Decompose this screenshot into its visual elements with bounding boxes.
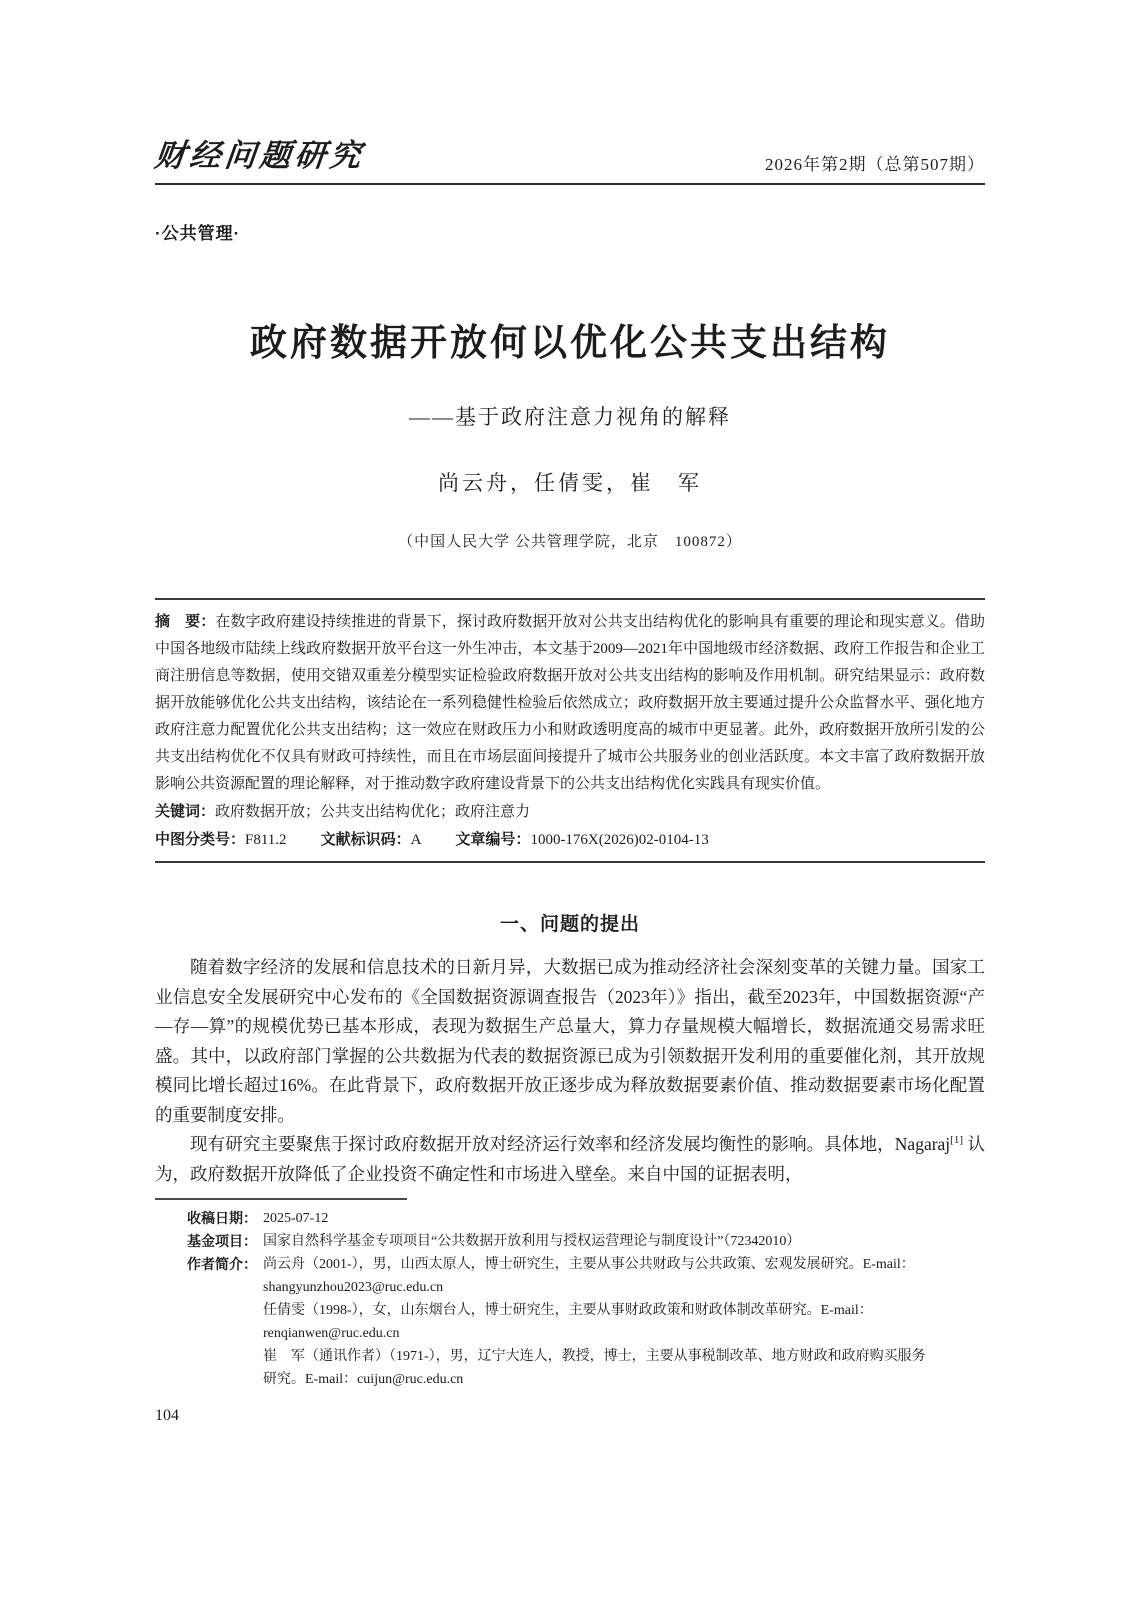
article-authors: 尚云舟，任倩雯，崔 军 <box>438 471 702 495</box>
issue-info: 2026年第2期（总第507期） <box>765 155 985 174</box>
section-heading-1: 一、问题的提出 <box>499 914 640 935</box>
funding-row <box>187 1230 985 1253</box>
page-number: 104 <box>155 1407 179 1424</box>
abstract-label: 摘 要： <box>155 613 216 630</box>
author-bio-label: 作者简介： <box>187 1256 257 1272</box>
author-bio-2-line-1: 任倩雯（1998-），女，山东烟台人，博士研究生，主要从事财政政策和财政体制改革研究。E-mail： <box>263 1303 873 1318</box>
body-paragraph-2 <box>155 1130 985 1189</box>
author-bio-3-line-1: 崔 军（通讯作者）（1971-），男，辽宁大连人，教授，博士，主要从事税制改革、地方财政和政府购买服务 <box>263 1349 926 1364</box>
received-date-label: 收稿日期： <box>187 1210 257 1226</box>
footnote-separator-rule <box>155 1198 407 1200</box>
body-paragraph-2-rest: 认为，政府数据开放降低了企业投资不确定性和市场进入壁垒。来自中国的证据表明， <box>155 1134 985 1184</box>
body-paragraph-2-text: 现有研究主要聚焦于探讨政府数据开放对经济运行效率和经济发展均衡性的影响。具体地，Nagaraj <box>190 1134 951 1154</box>
keywords-label: 关键词： <box>155 803 216 820</box>
author-bio-2-line-2: renqianwen@ruc.edu.cn <box>263 1326 400 1341</box>
classification-line <box>155 826 985 854</box>
clc-group <box>155 832 287 848</box>
funding-value: 国家自然科学基金专项项目“公共数据开放利用与授权运营理论与制度设计”（72342010） <box>263 1234 801 1249</box>
abstract-text: 在数字政府建设持续推进的背景下，探讨政府数据开放对公共支出结构优化的影响具有重要的理论和现实意义。借助中国各地级市陆续上线政府数据开放平台这一外生冲击，本文基于2009—2021年中国地级市经济数据、政府工作报告和企业工商注册信息等数据，使用交错双重差分模型实证检验政府数据开放对公共支出结构的影响及作用机制。研究结果显示：政府数据开放能够优化公共支出结构，该结论在一系列稳健性检验后依然成立；政府数据开放主要通过提升公众监督水平、强化地方政府注意力配置优化公共支出结构；这一效应在财政压力小和财政透明度高的城市中更显著。此外，政府数据开放所引发的公共支出结构优化不仅具有财政可持续性，而且在市场层面间接提升了城市公共服务业的创业活跃度。本文丰富了政府数据开放影响公共资源配置的理论解释，对于推动数字政府建设背景下的公共支出结构优化实践具有现实价值。 <box>155 614 985 792</box>
article-affiliation: （中国人民大学 公共管理学院，北京 100872） <box>398 534 742 550</box>
journal-header <box>152 130 985 185</box>
article-id-value: 1000-176X(2026)02-0104-13 <box>530 832 709 848</box>
column-label: ·公共管理· <box>155 224 241 243</box>
author-bio-3-line-2: 研究。E-mail：cuijun@ruc.edu.cn <box>263 1372 464 1387</box>
funding-label: 基金项目： <box>187 1233 257 1249</box>
journal-logo: 财经问题研究 <box>152 138 367 173</box>
received-date-row <box>187 1207 985 1230</box>
article-id-group <box>455 832 708 848</box>
received-date-value: 2025-07-12 <box>263 1211 329 1226</box>
article-body <box>155 953 985 1189</box>
doc-code-value: A <box>410 832 422 848</box>
article-id-label: 文章编号： <box>455 831 531 848</box>
body-paragraph-1: 随着数字经济的发展和信息技术的日新月异，大数据已成为推动经济社会深刻变革的关键力量。国家工业信息安全发展研究中心发布的《全国数据资源调查报告（2023年）》指出，截至2023年，中国数据资源“产—存—算”的规模优势已基本形成，表现为数据生产总量大，算力存量规模大幅增长，数据流通交易需求旺盛。其中，以政府部门掌握的公共数据为代表的数据资源已成为引领数据开发利用的重要催化剂，其开放规模同比增长超过16%。在此背景下，政府数据开放正逐步成为释放数据要素价值、推动数据要素市场化配置的重要制度安排。 <box>155 957 985 1125</box>
citation-ref-1: [1] <box>950 1134 963 1147</box>
abstract-paragraph <box>155 608 985 798</box>
doc-code-label: 文献标识码： <box>320 831 411 848</box>
article-title: 政府数据开放何以优化公共支出结构 <box>250 322 890 363</box>
author-bio-1-line-1: 尚云舟（2001-），男，山西太原人，博士研究生，主要从事公共财政与公共政策、宏观发展研究。E-mail： <box>263 1257 915 1272</box>
article-subtitle: ——基于政府注意力视角的解释 <box>409 405 731 429</box>
footnote-area <box>155 1198 985 1391</box>
keywords-text: 政府数据开放；公共支出结构优化；政府注意力 <box>215 804 531 820</box>
keywords-line <box>155 798 985 826</box>
clc-value: F811.2 <box>245 832 287 848</box>
abstract-block <box>155 598 985 863</box>
clc-label: 中图分类号： <box>155 831 246 848</box>
author-bio-row <box>187 1253 985 1391</box>
author-bio-1-line-2: shangyunzhou2023@ruc.edu.cn <box>263 1280 444 1295</box>
doc-code-group <box>321 832 422 848</box>
author-bio-content <box>263 1253 985 1391</box>
